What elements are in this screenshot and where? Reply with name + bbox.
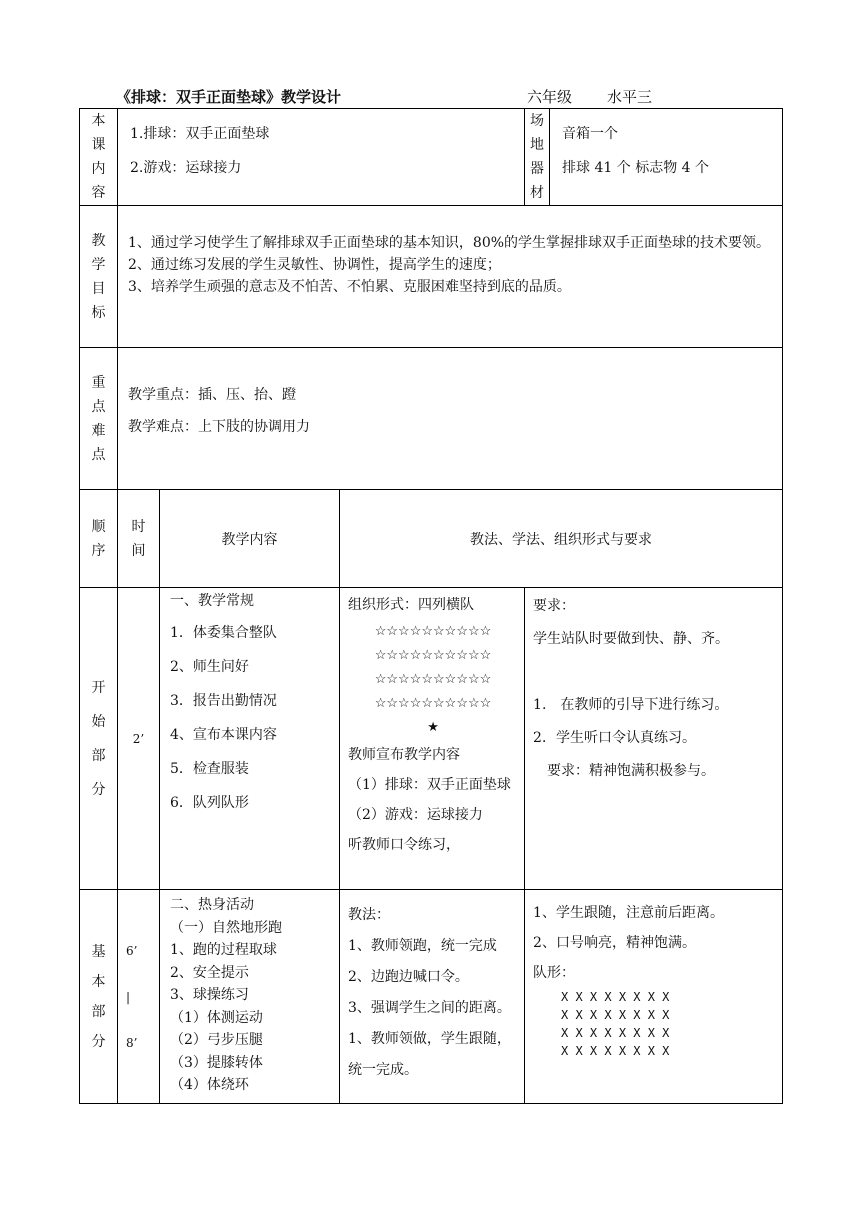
content-step: （一）自然地形跑 <box>170 919 282 936</box>
requirement-line: 1. 在教师的引导下进行练习。 <box>533 697 729 713</box>
star-row: ☆☆☆☆☆☆☆☆☆☆ <box>374 696 492 711</box>
star-row: ☆☆☆☆☆☆☆☆☆☆ <box>374 624 492 639</box>
content-step: （3）提膝转体 <box>170 1054 263 1071</box>
section-heading: 一、教学常规 <box>170 593 254 609</box>
content-step: （1）体测运动 <box>170 1009 263 1026</box>
goals-text <box>118 206 783 348</box>
basic-part-methods <box>340 890 525 1104</box>
start-part-content <box>160 588 340 890</box>
method-line: 2、边跑边喊口令。 <box>348 969 469 985</box>
goal-item: 1、通过学习使学生了解排球双手正面垫球的基本知识，80%的学生掌握排球双手正面垫球的技术要领。 <box>128 235 771 251</box>
goal-item: 3、培养学生顽强的意志及不怕苦、不怕累、克服困难坚持到底的品质。 <box>128 279 571 295</box>
star-row: ☆☆☆☆☆☆☆☆☆☆ <box>374 648 492 663</box>
star-row: ☆☆☆☆☆☆☆☆☆☆ <box>374 672 492 687</box>
basic-part-row <box>80 890 783 1104</box>
formation-row: X X X X X X X X <box>561 1008 670 1022</box>
difficult-point: 教学难点：上下肢的协调用力 <box>128 419 310 435</box>
content-step: 1．体委集合整队 <box>170 625 277 641</box>
basic-part-content <box>160 890 340 1104</box>
content-item: 2.游戏：运球接力 <box>130 160 242 176</box>
content-step: 3、球操练习 <box>170 987 249 1003</box>
star-formation <box>348 620 518 740</box>
content-step: 1、跑的过程取球 <box>170 942 277 958</box>
start-part-organization <box>340 588 525 890</box>
formation-row: X X X X X X X X <box>561 1044 670 1058</box>
equipment-item: 排球 41 个 标志物 4 个 <box>562 160 710 176</box>
level-label: 水平三 <box>607 88 653 106</box>
requirement-line: 要求：精神饱满积极参与。 <box>533 763 716 779</box>
formation-title: 队形： <box>533 965 576 981</box>
content-step: 4、宣布本课内容 <box>170 727 277 743</box>
venue-label: 场 地 器 材 <box>525 109 550 206</box>
content-items <box>118 109 525 206</box>
formation-row: X X X X X X X X <box>561 1026 670 1040</box>
content-item: 1.排球：双手正面垫球 <box>130 126 270 142</box>
formation-row: X X X X X X X X <box>561 990 670 1004</box>
content-row <box>80 109 783 206</box>
x-formation <box>533 988 776 1060</box>
requirement-line: 2、口号响亮，精神饱满。 <box>533 935 696 951</box>
content-step: （2）弓步压腿 <box>170 1032 263 1048</box>
content-step: 2、安全提示 <box>170 964 249 981</box>
key-points-text <box>118 348 783 490</box>
organization-title: 组织形式：四列横队 <box>348 597 474 613</box>
teacher-star-icon: ★ <box>427 720 439 735</box>
requirement-line: 学生站队时要做到快、静、齐。 <box>533 631 730 647</box>
method-line: 1、教师领跑，统一完成 <box>348 938 497 954</box>
content-label: 本 课 内 容 <box>80 109 118 206</box>
grade-label: 六年级 <box>527 88 573 106</box>
section-heading: 二、热身活动 <box>170 897 254 913</box>
method-line: 3、强调学生之间的距离。 <box>348 1000 511 1016</box>
organization-note: （2）游戏：运球接力 <box>348 807 483 823</box>
organization-note: 教师宣布教学内容 <box>348 747 460 763</box>
time-header: 时 间 <box>118 490 160 588</box>
organization-note: 听教师口令练习， <box>348 837 460 853</box>
start-part-label: 开 始 部 分 <box>80 588 118 890</box>
basic-part-time: 6’ | 8’ <box>118 890 160 1104</box>
equipment-list <box>550 109 783 206</box>
requirements-title: 要求： <box>533 598 576 614</box>
order-header: 顺 序 <box>80 490 118 588</box>
requirement-line: 2．学生听口令认真练习。 <box>533 730 696 746</box>
requirement-line: 1、学生跟随，注意前后距离。 <box>533 905 724 921</box>
methods-title: 教法： <box>348 907 390 923</box>
content-step: 2、师生问好 <box>170 659 249 675</box>
equipment-item: 音箱一个 <box>562 126 619 142</box>
basic-part-label: 基 本 部 分 <box>80 890 118 1104</box>
procedure-header-row <box>80 490 783 588</box>
content-header: 教学内容 <box>160 490 340 588</box>
methods-header: 教法、学法、组织形式与要求 <box>340 490 783 588</box>
goal-item: 2、通过练习发展的学生灵敏性、协调性，提高学生的速度； <box>128 257 501 273</box>
method-line: 1、教师领做，学生跟随，统一完成。 <box>348 1031 511 1078</box>
goals-label: 教 学 目 标 <box>80 206 118 348</box>
key-point: 教学重点：插、压、抬、蹬 <box>128 387 296 403</box>
content-step: 3．报告出勤情况 <box>170 693 277 709</box>
organization-note: （1）排球：双手正面垫球 <box>348 777 511 793</box>
content-step: 5．检查服装 <box>170 761 249 777</box>
content-step: （4）体绕环 <box>170 1077 249 1093</box>
lesson-plan-table <box>79 108 783 1104</box>
start-part-time: 2’ <box>118 588 160 890</box>
key-points-label: 重 点 难 点 <box>80 348 118 490</box>
key-points-row <box>80 348 783 490</box>
document-title: 《排球：双手正面垫球》教学设计 <box>116 88 342 106</box>
goals-row <box>80 206 783 348</box>
content-step: 6．队列队形 <box>170 795 249 811</box>
start-part-requirements <box>525 588 783 890</box>
basic-part-requirements <box>525 890 783 1104</box>
start-part-row <box>80 588 783 890</box>
